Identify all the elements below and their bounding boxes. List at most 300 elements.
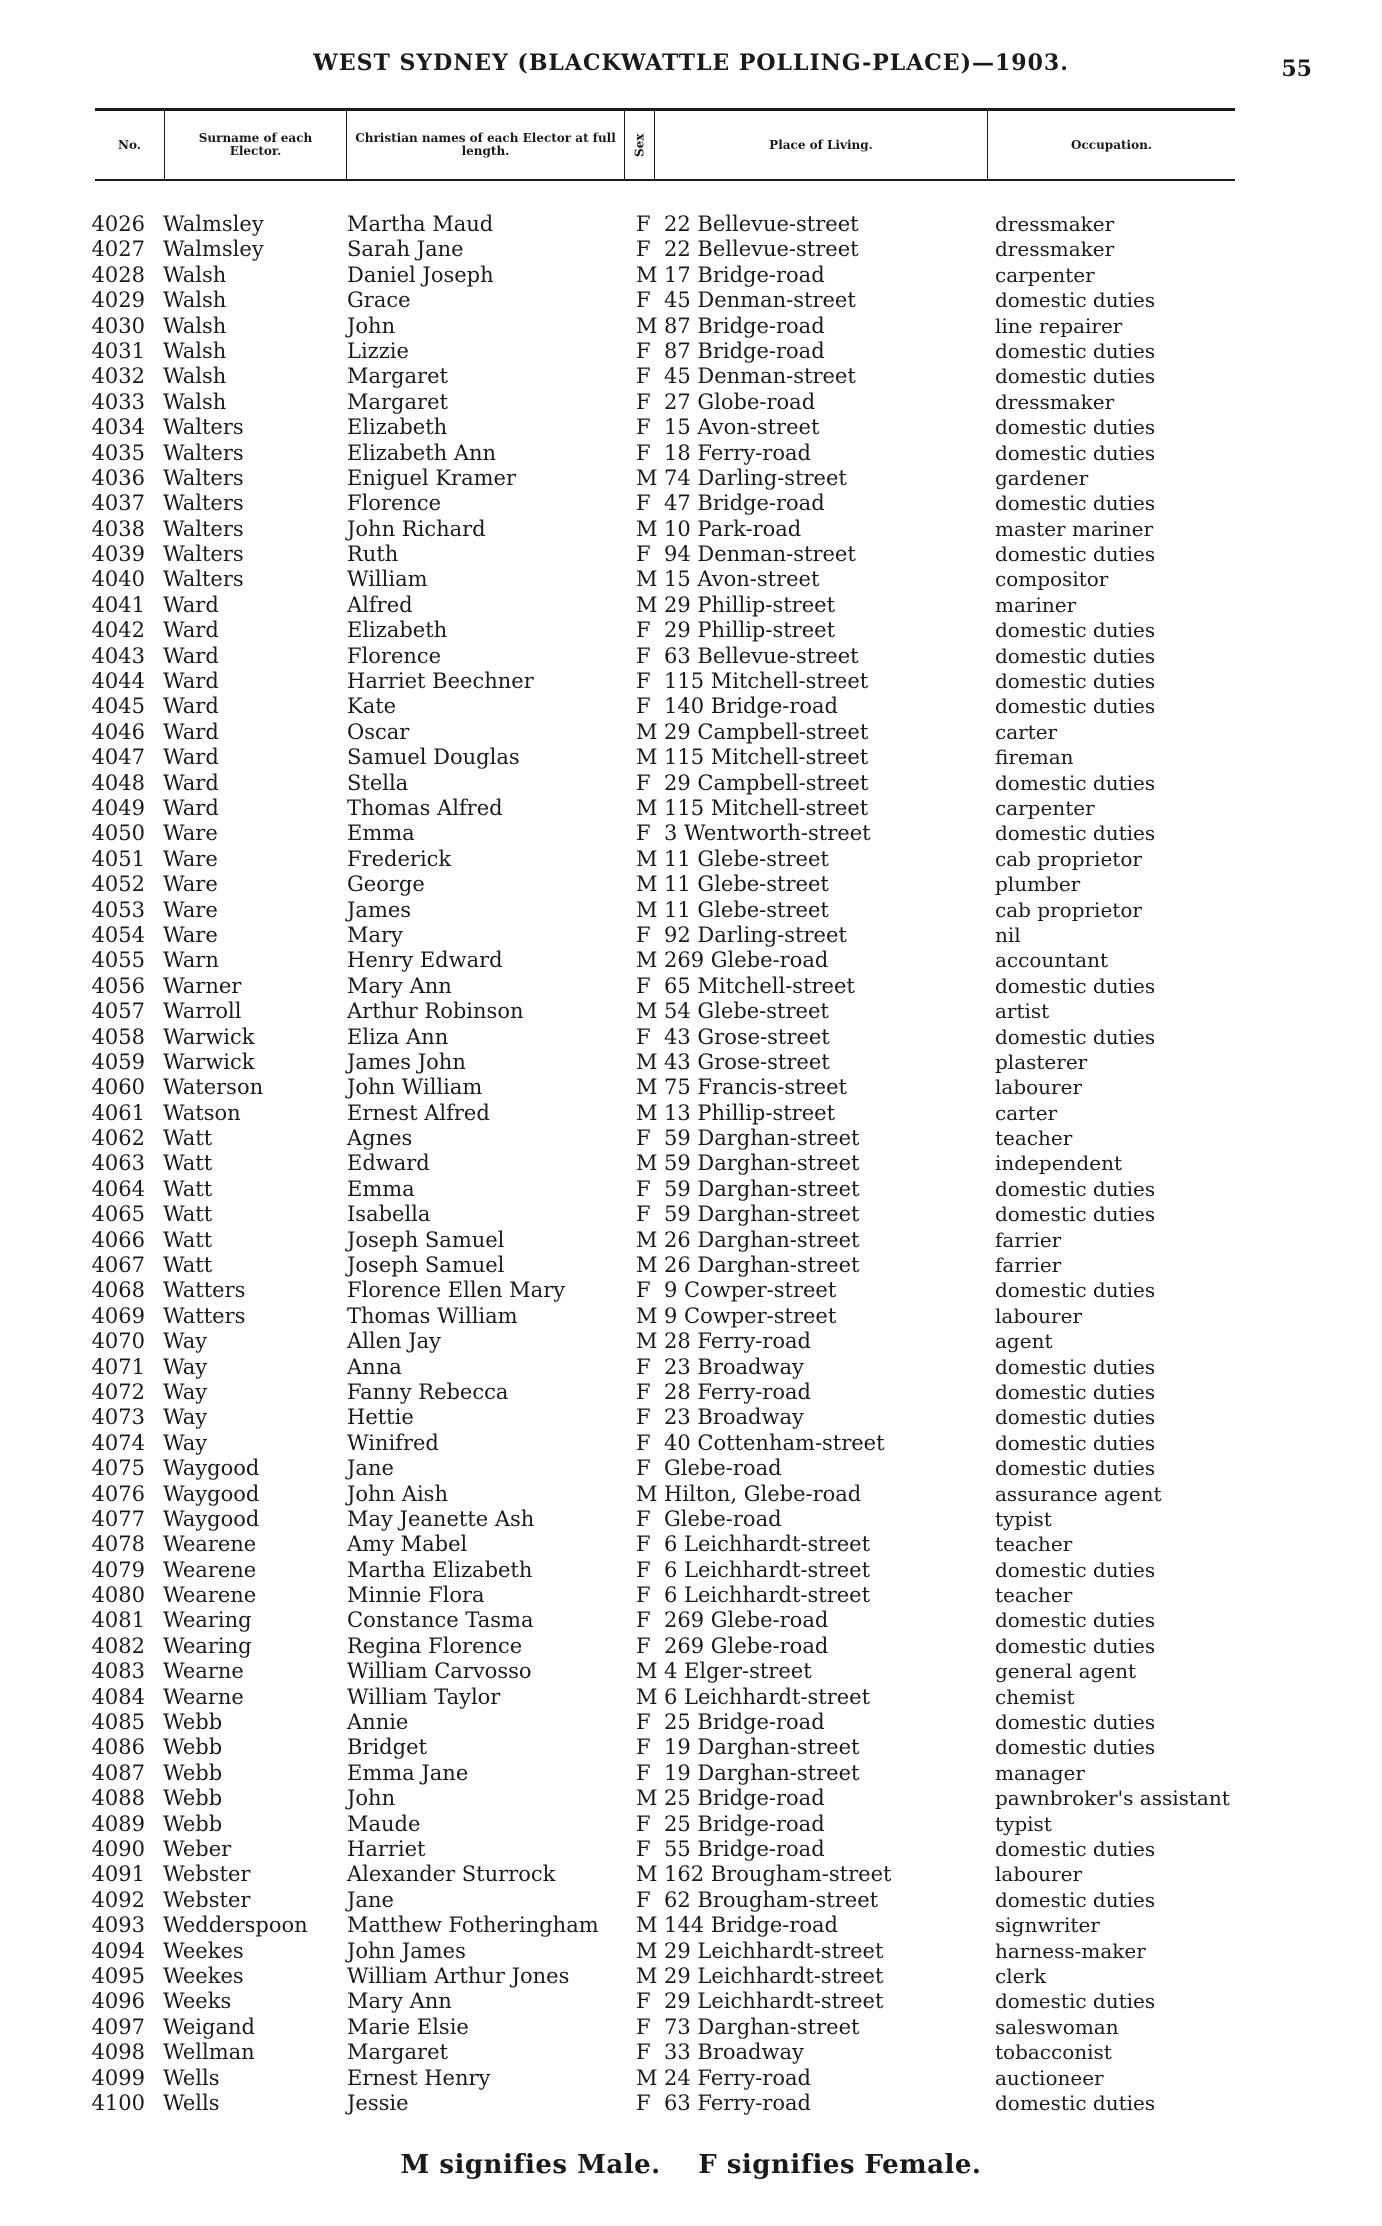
elector-sex: M bbox=[636, 1659, 658, 1684]
elector-place-of-living: 26 Darghan-street bbox=[664, 1253, 860, 1278]
elector-number: 4028 bbox=[91, 262, 145, 287]
elector-number: 4062 bbox=[91, 1126, 145, 1151]
elector-sex: M bbox=[636, 1075, 658, 1100]
elector-surname: Watters bbox=[163, 1278, 246, 1303]
elector-surname: Walters bbox=[163, 465, 244, 490]
elector-place-of-living: 29 Leichhardt-street bbox=[664, 1989, 884, 2014]
elector-sex: F bbox=[636, 669, 651, 694]
elector-place-of-living: 59 Darghan-street bbox=[664, 1202, 860, 1227]
elector-occupation: carpenter bbox=[995, 795, 1095, 820]
elector-surname: Walsh bbox=[163, 313, 227, 338]
table-row bbox=[0, 745, 1382, 770]
elector-christian-names: Harriet bbox=[347, 1837, 426, 1861]
elector-number: 4061 bbox=[91, 1100, 145, 1125]
elector-christian-names: Amy Mabel bbox=[347, 1532, 468, 1557]
elector-place-of-living: 27 Globe-road bbox=[664, 389, 816, 414]
table-row bbox=[0, 263, 1382, 288]
elector-sex: F bbox=[636, 1506, 651, 1531]
elector-surname: Webb bbox=[163, 1786, 223, 1811]
table-row bbox=[0, 1507, 1382, 1532]
elector-christian-names: Ruth bbox=[347, 542, 399, 567]
elector-surname: Wearing bbox=[163, 1608, 252, 1633]
elector-christian-names: Allen Jay bbox=[347, 1329, 442, 1354]
elector-surname: Ward bbox=[163, 618, 219, 643]
elector-christian-names: John James bbox=[347, 1938, 466, 1963]
elector-place-of-living: 29 Phillip-street bbox=[664, 592, 836, 617]
elector-number: 4077 bbox=[91, 1506, 145, 1531]
elector-place-of-living: 115 Mitchell-street bbox=[664, 669, 869, 694]
elector-surname: Ward bbox=[163, 719, 219, 744]
elector-sex: F bbox=[636, 212, 651, 236]
elector-surname: Wedderspoon bbox=[163, 1913, 308, 1938]
elector-surname: Walters bbox=[163, 567, 244, 592]
elector-occupation: domestic duties bbox=[995, 1379, 1156, 1404]
elector-christian-names: Bridget bbox=[347, 1735, 427, 1760]
elector-surname: Watt bbox=[163, 1176, 213, 1201]
elector-occupation: carpenter bbox=[995, 262, 1095, 287]
elector-christian-names: Martha Maud bbox=[347, 212, 494, 236]
header-christian-names: Christian names of each Elector at full length. bbox=[347, 111, 625, 179]
elector-number: 4088 bbox=[91, 1786, 145, 1811]
elector-christian-names: John Richard bbox=[347, 516, 486, 541]
elector-occupation: domestic duties bbox=[995, 1456, 1156, 1481]
table-row bbox=[0, 1837, 1382, 1862]
elector-number: 4041 bbox=[91, 592, 145, 617]
elector-sex: M bbox=[636, 1227, 658, 1252]
elector-number: 4052 bbox=[91, 872, 145, 897]
table-row bbox=[0, 796, 1382, 821]
elector-sex: M bbox=[636, 1786, 658, 1811]
elector-christian-names: Frederick bbox=[347, 846, 452, 871]
table-row bbox=[0, 1558, 1382, 1583]
elector-occupation: typist bbox=[995, 1811, 1052, 1836]
elector-place-of-living: 115 Mitchell-street bbox=[664, 795, 869, 820]
elector-sex: M bbox=[636, 846, 658, 871]
elector-surname: Warroll bbox=[163, 999, 242, 1024]
elector-occupation: domestic duties bbox=[995, 643, 1156, 668]
elector-christian-names: Edward bbox=[347, 1151, 430, 1176]
elector-occupation: farrier bbox=[995, 1227, 1062, 1252]
elector-place-of-living: 6 Leichhardt-street bbox=[664, 1684, 871, 1709]
table-row bbox=[0, 1939, 1382, 1964]
elector-christian-names: Henry Edward bbox=[347, 948, 503, 973]
elector-surname: Ware bbox=[163, 821, 218, 846]
elector-occupation: domestic duties bbox=[995, 618, 1156, 643]
elector-place-of-living: 18 Ferry-road bbox=[664, 440, 811, 465]
elector-place-of-living: 10 Park-road bbox=[664, 516, 802, 541]
elector-surname: Walters bbox=[163, 415, 244, 440]
elector-occupation: domestic duties bbox=[995, 2090, 1156, 2115]
elector-christian-names: William Taylor bbox=[347, 1684, 501, 1709]
elector-christian-names: George bbox=[347, 872, 425, 897]
elector-christian-names: Agnes bbox=[347, 1126, 413, 1151]
elector-number: 4086 bbox=[91, 1735, 145, 1760]
elector-number: 4045 bbox=[91, 694, 145, 719]
elector-place-of-living: 65 Mitchell-street bbox=[664, 973, 855, 998]
legend-male: M signifies Male. bbox=[400, 2150, 661, 2180]
elector-occupation: clerk bbox=[995, 1963, 1047, 1988]
elector-place-of-living: 25 Bridge-road bbox=[664, 1811, 825, 1836]
elector-sex: M bbox=[636, 719, 658, 744]
elector-sex: M bbox=[636, 1938, 658, 1963]
table-row bbox=[0, 618, 1382, 643]
elector-christian-names: Thomas Alfred bbox=[347, 795, 503, 820]
table-row bbox=[0, 212, 1382, 237]
elector-surname: Ward bbox=[163, 643, 219, 668]
table-row bbox=[0, 466, 1382, 491]
elector-christian-names: Elizabeth bbox=[347, 618, 448, 643]
table-row bbox=[0, 974, 1382, 999]
table-row bbox=[0, 1482, 1382, 1507]
elector-list bbox=[0, 212, 1382, 2116]
elector-occupation: domestic duties bbox=[995, 1278, 1156, 1303]
elector-surname: Walters bbox=[163, 542, 244, 567]
table-row bbox=[0, 1050, 1382, 1075]
elector-number: 4054 bbox=[91, 922, 145, 947]
elector-sex: F bbox=[636, 364, 651, 389]
table-row bbox=[0, 1583, 1382, 1608]
elector-number: 4032 bbox=[91, 364, 145, 389]
elector-occupation: domestic duties bbox=[995, 973, 1156, 998]
elector-number: 4076 bbox=[91, 1481, 145, 1506]
elector-surname: Walsh bbox=[163, 389, 227, 414]
elector-surname: Watt bbox=[163, 1253, 213, 1278]
elector-sex: F bbox=[636, 1202, 651, 1227]
elector-place-of-living: 15 Avon-street bbox=[664, 567, 820, 592]
elector-surname: Walsh bbox=[163, 288, 227, 313]
table-row bbox=[0, 694, 1382, 719]
elector-number: 4033 bbox=[91, 389, 145, 414]
table-row bbox=[0, 872, 1382, 897]
elector-occupation: domestic duties bbox=[995, 694, 1156, 719]
elector-surname: Warwick bbox=[163, 1049, 255, 1074]
legend-female: F signifies Female. bbox=[698, 2150, 982, 2180]
elector-place-of-living: 43 Grose-street bbox=[664, 1024, 830, 1049]
elector-number: 4046 bbox=[91, 719, 145, 744]
elector-surname: Way bbox=[163, 1329, 208, 1354]
elector-number: 4056 bbox=[91, 973, 145, 998]
elector-surname: Wellman bbox=[163, 2040, 255, 2065]
elector-place-of-living: 115 Mitchell-street bbox=[664, 745, 869, 770]
table-row bbox=[0, 390, 1382, 415]
elector-place-of-living: 43 Grose-street bbox=[664, 1049, 830, 1074]
elector-occupation: assurance agent bbox=[995, 1481, 1162, 1506]
elector-surname: Walmsley bbox=[163, 212, 264, 236]
table-row bbox=[0, 1913, 1382, 1938]
table-row bbox=[0, 1304, 1382, 1329]
elector-surname: Waygood bbox=[163, 1456, 260, 1481]
elector-sex: M bbox=[636, 1329, 658, 1354]
elector-sex: M bbox=[636, 999, 658, 1024]
elector-occupation: mariner bbox=[995, 592, 1077, 617]
elector-place-of-living: 87 Bridge-road bbox=[664, 313, 825, 338]
elector-surname: Ward bbox=[163, 694, 219, 719]
elector-surname: Weber bbox=[163, 1837, 232, 1861]
elector-place-of-living: 29 Campbell-street bbox=[664, 770, 869, 795]
elector-place-of-living: Glebe-road bbox=[664, 1456, 782, 1481]
elector-sex: F bbox=[636, 440, 651, 465]
elector-occupation: domestic duties bbox=[995, 1710, 1156, 1735]
elector-number: 4057 bbox=[91, 999, 145, 1024]
table-row bbox=[0, 1964, 1382, 1989]
elector-number: 4071 bbox=[91, 1354, 145, 1379]
elector-surname: Walters bbox=[163, 440, 244, 465]
elector-number: 4068 bbox=[91, 1278, 145, 1303]
elector-surname: Watt bbox=[163, 1151, 213, 1176]
elector-number: 4094 bbox=[91, 1938, 145, 1963]
elector-christian-names: Elizabeth Ann bbox=[347, 440, 497, 465]
elector-sex: M bbox=[636, 1963, 658, 1988]
elector-sex: F bbox=[636, 491, 651, 516]
elector-occupation: carter bbox=[995, 1100, 1058, 1125]
table-row bbox=[0, 1532, 1382, 1557]
header-sex bbox=[625, 111, 655, 179]
elector-christian-names: Kate bbox=[347, 694, 397, 719]
elector-occupation: dressmaker bbox=[995, 237, 1115, 262]
elector-occupation: saleswoman bbox=[995, 2014, 1119, 2039]
elector-sex: F bbox=[636, 1989, 651, 2014]
table-row bbox=[0, 314, 1382, 339]
elector-christian-names: Constance Tasma bbox=[347, 1608, 534, 1633]
elector-place-of-living: 17 Bridge-road bbox=[664, 262, 825, 287]
elector-place-of-living: 75 Francis-street bbox=[664, 1075, 847, 1100]
elector-number: 4090 bbox=[91, 1837, 145, 1861]
elector-place-of-living: Glebe-road bbox=[664, 1506, 782, 1531]
elector-christian-names: John Aish bbox=[347, 1481, 448, 1506]
elector-number: 4036 bbox=[91, 465, 145, 490]
elector-number: 4063 bbox=[91, 1151, 145, 1176]
elector-surname: Ward bbox=[163, 669, 219, 694]
elector-surname: Warn bbox=[163, 948, 219, 973]
table-row bbox=[0, 669, 1382, 694]
elector-number: 4038 bbox=[91, 516, 145, 541]
elector-place-of-living: 22 Bellevue-street bbox=[664, 212, 859, 236]
elector-occupation: domestic duties bbox=[995, 1354, 1156, 1379]
elector-christian-names: Mary bbox=[347, 922, 403, 947]
elector-surname: Warner bbox=[163, 973, 242, 998]
elector-occupation: domestic duties bbox=[995, 1430, 1156, 1455]
elector-occupation: carter bbox=[995, 719, 1058, 744]
elector-occupation: pawnbroker's assistant bbox=[995, 1786, 1230, 1811]
elector-sex: F bbox=[636, 1456, 651, 1481]
elector-number: 4048 bbox=[91, 770, 145, 795]
elector-surname: Watt bbox=[163, 1202, 213, 1227]
elector-surname: Webb bbox=[163, 1710, 223, 1735]
elector-occupation: domestic duties bbox=[995, 1024, 1156, 1049]
elector-occupation: compositor bbox=[995, 567, 1109, 592]
elector-number: 4044 bbox=[91, 669, 145, 694]
table-row bbox=[0, 948, 1382, 973]
elector-christian-names: Isabella bbox=[347, 1202, 431, 1227]
elector-sex: F bbox=[636, 1557, 651, 1582]
elector-surname: Wearene bbox=[163, 1557, 257, 1582]
elector-christian-names: John bbox=[347, 1786, 396, 1811]
elector-number: 4060 bbox=[91, 1075, 145, 1100]
elector-sex: M bbox=[636, 262, 658, 287]
elector-place-of-living: 6 Leichhardt-street bbox=[664, 1532, 871, 1557]
elector-number: 4070 bbox=[91, 1329, 145, 1354]
elector-christian-names: Margaret bbox=[347, 389, 448, 414]
table-row bbox=[0, 1761, 1382, 1786]
elector-sex: F bbox=[636, 2014, 651, 2039]
table-row bbox=[0, 415, 1382, 440]
elector-place-of-living: 11 Glebe-street bbox=[664, 846, 829, 871]
elector-number: 4055 bbox=[91, 948, 145, 973]
elector-christian-names: Mary Ann bbox=[347, 1989, 452, 2014]
elector-surname: Webster bbox=[163, 1887, 251, 1912]
elector-surname: Webb bbox=[163, 1760, 223, 1785]
elector-surname: Wearene bbox=[163, 1532, 257, 1557]
elector-sex: F bbox=[636, 288, 651, 313]
elector-number: 4087 bbox=[91, 1760, 145, 1785]
elector-sex: F bbox=[636, 1278, 651, 1303]
elector-christian-names: Ernest Henry bbox=[347, 2065, 491, 2090]
elector-christian-names: Arthur Robinson bbox=[347, 999, 524, 1024]
elector-sex: F bbox=[636, 1126, 651, 1151]
elector-occupation: domestic duties bbox=[995, 542, 1156, 567]
elector-christian-names: Regina Florence bbox=[347, 1633, 523, 1658]
table-row bbox=[0, 567, 1382, 592]
elector-place-of-living: 63 Bellevue-street bbox=[664, 643, 859, 668]
header-place-of-living: Place of Living. bbox=[655, 111, 988, 179]
table-row bbox=[0, 1685, 1382, 1710]
elector-occupation: domestic duties bbox=[995, 1608, 1156, 1633]
elector-christian-names: Jane bbox=[347, 1456, 394, 1481]
elector-number: 4091 bbox=[91, 1862, 145, 1887]
header-occupation: Occupation. bbox=[1071, 137, 1152, 152]
table-row bbox=[0, 1253, 1382, 1278]
elector-sex: F bbox=[636, 1024, 651, 1049]
elector-number: 4059 bbox=[91, 1049, 145, 1074]
table-row bbox=[0, 1659, 1382, 1684]
elector-place-of-living: 87 Bridge-road bbox=[664, 338, 825, 363]
elector-place-of-living: 29 Phillip-street bbox=[664, 618, 836, 643]
elector-sex: F bbox=[636, 542, 651, 567]
elector-sex: M bbox=[636, 795, 658, 820]
elector-surname: Weeks bbox=[163, 1989, 232, 2014]
elector-sex: M bbox=[636, 948, 658, 973]
elector-sex: F bbox=[636, 973, 651, 998]
elector-number: 4097 bbox=[91, 2014, 145, 2039]
elector-surname: Ware bbox=[163, 872, 218, 897]
elector-surname: Waterson bbox=[163, 1075, 264, 1100]
elector-place-of-living: 29 Campbell-street bbox=[664, 719, 869, 744]
elector-occupation: harness-maker bbox=[995, 1938, 1146, 1963]
elector-surname: Walters bbox=[163, 516, 244, 541]
elector-christian-names: William bbox=[347, 567, 428, 592]
elector-sex: F bbox=[636, 1532, 651, 1557]
elector-sex: M bbox=[636, 1684, 658, 1709]
table-row bbox=[0, 1862, 1382, 1887]
elector-number: 4084 bbox=[91, 1684, 145, 1709]
elector-christian-names: Ernest Alfred bbox=[347, 1100, 490, 1125]
elector-number: 4100 bbox=[91, 2090, 145, 2115]
elector-place-of-living: 73 Darghan-street bbox=[664, 2014, 860, 2039]
elector-christian-names: Maude bbox=[347, 1811, 421, 1836]
elector-christian-names: Hettie bbox=[347, 1405, 414, 1430]
elector-occupation: labourer bbox=[995, 1862, 1083, 1887]
elector-occupation: tobacconist bbox=[995, 2040, 1112, 2065]
elector-surname: Weigand bbox=[163, 2014, 255, 2039]
elector-sex: F bbox=[636, 389, 651, 414]
elector-surname: Webb bbox=[163, 1735, 223, 1760]
elector-number: 4065 bbox=[91, 1202, 145, 1227]
elector-occupation: plumber bbox=[995, 872, 1081, 897]
elector-sex: F bbox=[636, 1354, 651, 1379]
elector-surname: Ward bbox=[163, 770, 219, 795]
elector-christian-names: Florence bbox=[347, 491, 442, 516]
elector-occupation: domestic duties bbox=[995, 440, 1156, 465]
elector-place-of-living: 28 Ferry-road bbox=[664, 1329, 811, 1354]
table-row bbox=[0, 1025, 1382, 1050]
elector-number: 4051 bbox=[91, 846, 145, 871]
elector-occupation: teacher bbox=[995, 1126, 1073, 1151]
elector-surname: Weekes bbox=[163, 1963, 244, 1988]
elector-number: 4053 bbox=[91, 897, 145, 922]
table-row bbox=[0, 1151, 1382, 1176]
elector-surname: Walsh bbox=[163, 338, 227, 363]
elector-christian-names: Stella bbox=[347, 770, 409, 795]
elector-occupation: domestic duties bbox=[995, 1202, 1156, 1227]
table-row bbox=[0, 1101, 1382, 1126]
elector-christian-names: Mary Ann bbox=[347, 973, 452, 998]
elector-sex: F bbox=[636, 1379, 651, 1404]
elector-surname: Webster bbox=[163, 1862, 251, 1887]
elector-number: 4029 bbox=[91, 288, 145, 313]
elector-sex: F bbox=[636, 2040, 651, 2065]
elector-surname: Wearing bbox=[163, 1633, 252, 1658]
elector-place-of-living: 162 Brougham-street bbox=[664, 1862, 892, 1887]
elector-place-of-living: 59 Darghan-street bbox=[664, 1176, 860, 1201]
elector-place-of-living: 25 Bridge-road bbox=[664, 1786, 825, 1811]
elector-place-of-living: 29 Leichhardt-street bbox=[664, 1938, 884, 1963]
elector-number: 4072 bbox=[91, 1379, 145, 1404]
table-row bbox=[0, 1812, 1382, 1837]
elector-occupation: farrier bbox=[995, 1253, 1062, 1278]
elector-surname: Wearne bbox=[163, 1659, 244, 1684]
elector-occupation: cab proprietor bbox=[995, 846, 1142, 871]
elector-sex: F bbox=[636, 1837, 651, 1861]
elector-surname: Warwick bbox=[163, 1024, 255, 1049]
elector-occupation: domestic duties bbox=[995, 1405, 1156, 1430]
elector-occupation: domestic duties bbox=[995, 1837, 1156, 1861]
elector-surname: Waygood bbox=[163, 1481, 260, 1506]
table-row bbox=[0, 237, 1382, 262]
elector-christian-names: Harriet Beechner bbox=[347, 669, 534, 694]
elector-sex: M bbox=[636, 516, 658, 541]
elector-number: 4081 bbox=[91, 1608, 145, 1633]
elector-occupation: independent bbox=[995, 1151, 1122, 1176]
elector-place-of-living: 33 Broadway bbox=[664, 2040, 804, 2065]
elector-occupation: chemist bbox=[995, 1684, 1075, 1709]
table-row bbox=[0, 847, 1382, 872]
elector-number: 4039 bbox=[91, 542, 145, 567]
table-row bbox=[0, 441, 1382, 466]
elector-place-of-living: 269 Glebe-road bbox=[664, 1608, 829, 1633]
elector-sex: F bbox=[636, 1430, 651, 1455]
elector-christian-names: Minnie Flora bbox=[347, 1583, 485, 1608]
elector-christian-names: Samuel Douglas bbox=[347, 745, 520, 770]
table-row bbox=[0, 1735, 1382, 1760]
elector-sex: F bbox=[636, 415, 651, 440]
elector-christian-names: Annie bbox=[347, 1710, 409, 1735]
elector-surname: Webb bbox=[163, 1811, 223, 1836]
elector-number: 4037 bbox=[91, 491, 145, 516]
elector-surname: Wells bbox=[163, 2065, 220, 2090]
elector-sex: F bbox=[636, 643, 651, 668]
elector-christian-names: Marie Elsie bbox=[347, 2014, 469, 2039]
elector-sex: F bbox=[636, 338, 651, 363]
